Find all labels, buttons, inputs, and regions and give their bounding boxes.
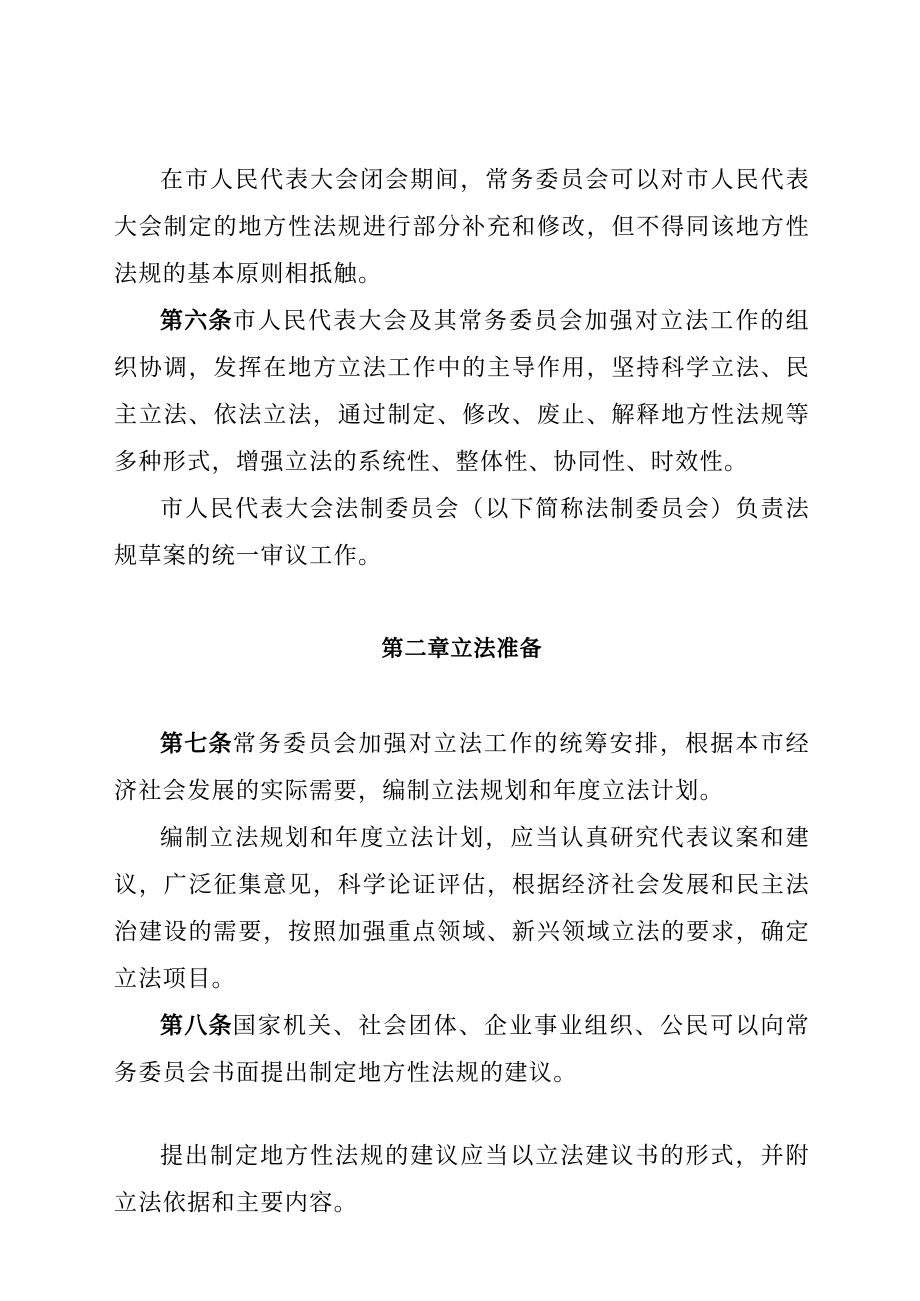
paragraph-text: 市人民代表大会及其常务委员会加强对立法工作的组织协调，发挥在地方立法工作中的主导作用，坚持科学立法、民主立法、依法立法，通过制定、修改、废止、解释地方性法规等多种形式，增强立法的系统性、整体性、协同性、时效性。 xyxy=(114,308,811,475)
paragraph-proposal-format xyxy=(114,1133,810,1227)
article-8-paragraph xyxy=(114,1003,810,1097)
paragraph-text: 编制立法规划和年度立法计划，应当认真研究代表议案和建议，广泛征集意见，科学论证评估，根据经济社会发展和民主法治建设的需要，按照加强重点领域、新兴领域立法的要求，确定立法项目。 xyxy=(114,825,810,992)
article-number: 第七条 xyxy=(160,731,233,757)
article-number: 第六条 xyxy=(160,308,233,334)
spacer xyxy=(114,1097,810,1133)
paragraph-text: 常务委员会加强对立法工作的统筹安排，根据本市经济社会发展的实际需要，编制立法规划和年度立法计划。 xyxy=(114,731,811,804)
spacer xyxy=(114,580,810,626)
spacer xyxy=(114,673,810,721)
article-number: 第八条 xyxy=(160,1013,233,1039)
article-6-paragraph xyxy=(114,298,810,486)
paragraph-text: 在市人民代表大会闭会期间，常务委员会可以对市人民代表大会制定的地方性法规进行部分补充和修改，但不得同该地方性法规的基本原则相抵触。 xyxy=(114,167,810,287)
paragraph-legal-committee xyxy=(114,486,810,580)
paragraph-amendment-during-recess xyxy=(114,157,810,298)
paragraph-text: 市人民代表大会法制委员会（以下简称法制委员会）负责法规草案的统一审议工作。 xyxy=(114,496,810,569)
paragraph-text: 提出制定地方性法规的建议应当以立法建议书的形式，并附立法依据和主要内容。 xyxy=(114,1143,810,1216)
chapter-title: 第二章立法准备 xyxy=(381,637,543,662)
article-7-paragraph xyxy=(114,721,810,815)
paragraph-text: 国家机关、社会团体、企业事业组织、公民可以向常务委员会书面提出制定地方性法规的建议。 xyxy=(114,1013,811,1086)
paragraph-legislative-plan xyxy=(114,815,810,1003)
document-page xyxy=(114,157,810,1227)
